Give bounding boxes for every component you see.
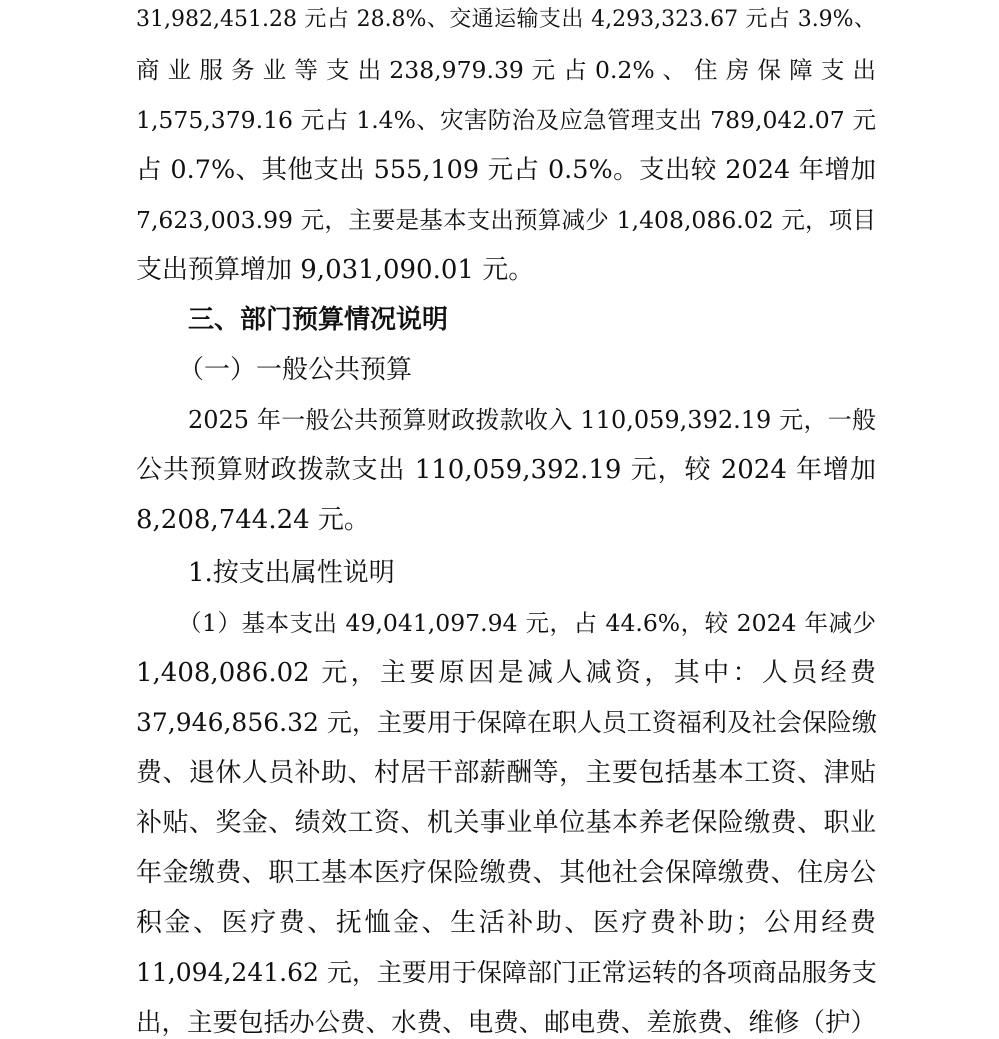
paragraph-2-line-3: 8,208,744.24 元。 <box>136 505 370 535</box>
paragraph-1-line-6: 支出预算增加 9,031,090.01 元。 <box>136 255 535 285</box>
paragraph-1-line-2: 商 业 服 务 业 等 支 出 238,979.39 元 占 0.2% 、 住 房 保 障 支 出 <box>136 56 876 84</box>
paragraph-3-line-9: 出，主要包括办公费、水费、电费、邮电费、差旅费、维修（护） <box>136 1008 876 1038</box>
paragraph-3-line-5: 补贴、奖金、绩效工资、机关事业单位基本养老保险缴费、职业 <box>136 808 876 838</box>
paragraph-3-line-2: 1,408,086.02 元，主要原因是减人减资，其中：人员经费 <box>136 658 876 688</box>
paragraph-1-line-1: 31,982,451.28 元占 28.8%、交通运输支出 4,293,323.67 元占 3.9%、 <box>136 7 876 32</box>
paragraph-3-line-7: 积金、医疗费、抚恤金、生活补助、医疗费补助；公用经费 <box>136 908 876 938</box>
paragraph-3-line-6: 年金缴费、职工基本医疗保险缴费、其他社会保障缴费、住房公 <box>136 858 876 888</box>
paragraph-3-line-1: （1）基本支出 49,041,097.94 元，占 44.6%，较 2024 年减少 <box>178 609 876 637</box>
item-heading: 1.按支出属性说明 <box>188 558 395 588</box>
paragraph-3-line-4: 费、退休人员补助、村居干部薪酬等，主要包括基本工资、津贴 <box>136 758 876 788</box>
paragraph-1-line-3: 1,575,379.16 元占 1.4%、灾害防治及应急管理支出 789,042.07 元 <box>136 106 876 134</box>
paragraph-1-line-5: 7,623,003.99 元，主要是基本支出预算减少 1,408,086.02 元，项目 <box>136 206 876 234</box>
paragraph-2-line-1: 2025 年一般公共预算财政拨款收入 110,059,392.19 元，一般 <box>188 406 876 434</box>
section-heading: 三、部门预算情况说明 <box>188 305 449 335</box>
paragraph-2-line-2: 公共预算财政拨款支出 110,059,392.19 元，较 2024 年增加 <box>136 455 876 485</box>
paragraph-1-line-4: 占 0.7%、其他支出 555,109 元占 0.5%。支出较 2024 年增加 <box>136 155 876 185</box>
paragraph-3-line-8: 11,094,241.62 元，主要用于保障部门正常运转的各项商品服务支 <box>136 958 877 987</box>
paragraph-3-line-3: 37,946,856.32 元，主要用于保障在职人员工资福利及社会保险缴 <box>136 708 877 737</box>
subsection-heading: （一）一般公共预算 <box>178 355 413 385</box>
